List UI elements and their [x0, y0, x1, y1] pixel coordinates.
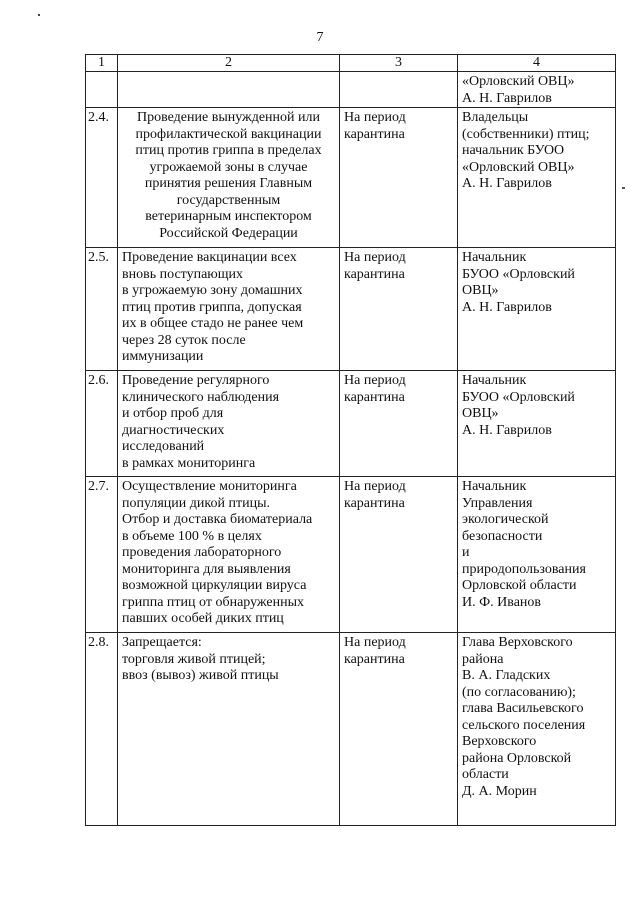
- table-header-row: [86, 55, 616, 72]
- period-cell: На период карантина: [340, 633, 458, 826]
- column-header: 1: [86, 55, 118, 72]
- action-cell: Проведение вынужденной или профилактической вакцинации птиц против гриппа в пределах угрожаемой зоны в случае принятия решения Главным государственным ветеринарным инспектором Российской Федерации: [118, 108, 340, 248]
- page-number: 7: [316, 30, 324, 45]
- row-number: 2.4.: [86, 108, 118, 248]
- action-cell: Запрещается: торговля живой птицей; ввоз (вывоз) живой птицы: [118, 633, 340, 826]
- row-number: [86, 72, 118, 108]
- column-header: 2: [118, 55, 340, 72]
- row-number: 2.5.: [86, 248, 118, 371]
- period-cell: На период карантина: [340, 371, 458, 477]
- action-cell: Проведение регулярного клинического наблюдения и отбор проб для диагностических исследований в рамках мониторинга: [118, 371, 340, 477]
- responsible-cell: Начальник БУОО «Орловский ОВЦ» А. Н. Гаврилов: [458, 248, 616, 371]
- measures-table: [85, 54, 616, 826]
- period-cell: На период карантина: [340, 477, 458, 633]
- action-cell: Проведение вакцинации всех вновь поступающих в угрожаемую зону домашних птиц против гриппа, допуская их в общее стадо не ранее чем через 28 суток после иммунизации: [118, 248, 340, 371]
- action-cell: [118, 72, 340, 108]
- table-row: [86, 72, 616, 108]
- period-cell: На период карантина: [340, 248, 458, 371]
- responsible-cell: Начальник БУОО «Орловский ОВЦ» А. Н. Гаврилов: [458, 371, 616, 477]
- period-cell: [340, 72, 458, 108]
- table-row: [86, 108, 616, 248]
- scan-speck: [622, 187, 625, 189]
- responsible-cell: «Орловский ОВЦ» А. Н. Гаврилов: [458, 72, 616, 108]
- responsible-cell: Глава Верховского района В. А. Гладских (по согласованию); глава Васильевского сельского поселения Верховского района Орловской области Д. А. Морин: [458, 633, 616, 826]
- responsible-cell: Начальник Управления экологической безопасности и природопользования Орловской области И. Ф. Иванов: [458, 477, 616, 633]
- row-number: 2.8.: [86, 633, 118, 826]
- scan-speck: [38, 14, 40, 16]
- column-header: 3: [340, 55, 458, 72]
- table-row: [86, 477, 616, 633]
- table-row: [86, 248, 616, 371]
- action-cell: Осуществление мониторинга популяции дикой птицы. Отбор и доставка биоматериала в объеме 100 % в целях проведения лабораторного мониторинга для выявления возможной циркуляции вируса гриппа птиц от обнаруженных павших особей диких птиц: [118, 477, 340, 633]
- table-row: [86, 371, 616, 477]
- column-header: 4: [458, 55, 616, 72]
- responsible-cell: Владельцы (собственники) птиц; начальник БУОО «Орловский ОВЦ» А. Н. Гаврилов: [458, 108, 616, 248]
- period-cell: На период карантина: [340, 108, 458, 248]
- row-number: 2.7.: [86, 477, 118, 633]
- row-number: 2.6.: [86, 371, 118, 477]
- table-row: [86, 633, 616, 826]
